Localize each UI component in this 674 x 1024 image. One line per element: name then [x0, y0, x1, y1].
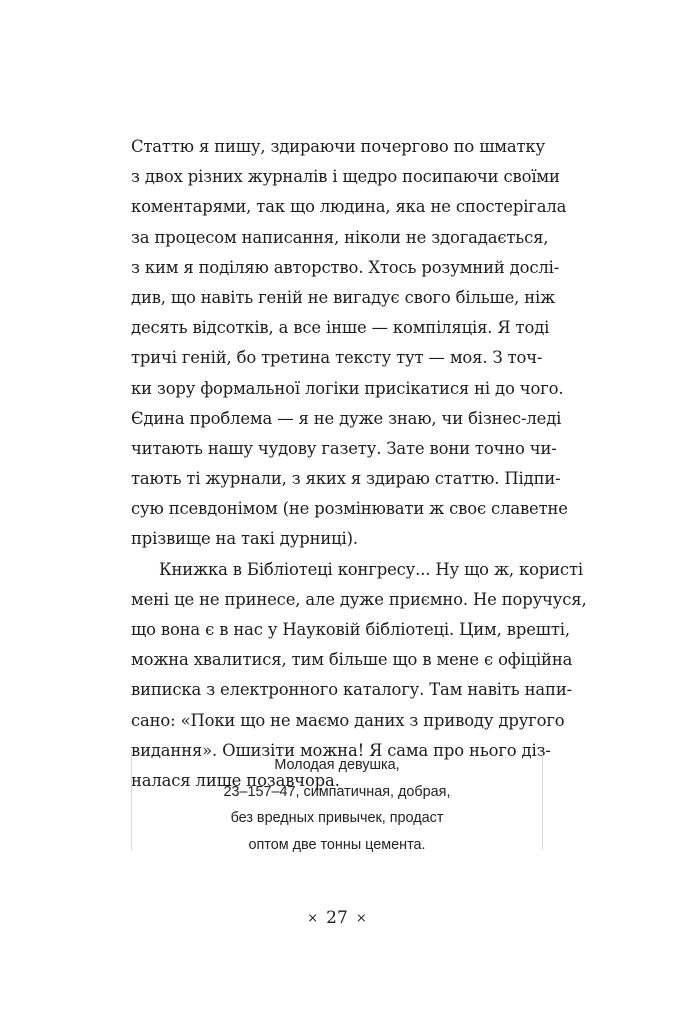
page-number: 27 — [326, 908, 348, 928]
text-line: тричі геній, бо третина тексту тут — моя. З точ- — [131, 348, 543, 368]
text-line: читають нашу чудову газету. Зате вони точно чи- — [131, 438, 557, 458]
classified-ad-box — [131, 752, 543, 853]
ad-line: без вредных привычек, продаст — [230, 810, 444, 827]
text-line: з двох різних журналів і щедро посипаючи своїми — [131, 167, 560, 187]
ornament-right-icon: × — [355, 911, 367, 926]
text-line: Статтю я пишу, здираючи почергово по шматку — [131, 137, 546, 156]
ornament-left-icon: × — [307, 911, 319, 926]
text-line: видання». Ошизіти можна! Я сама про нього діз- — [131, 740, 551, 760]
text-line: мені це не принесе, але дуже приємно. Не поручуся, — [131, 589, 587, 609]
text-line: з ким я поділяю авторство. Хтось розумний дослі- — [131, 257, 560, 277]
text-line: прізвище на такі дурниці). — [131, 529, 358, 549]
text-line: Єдина проблема — я не дуже знаю, чи бізнес-леді — [131, 408, 562, 428]
text-line: Книжка в Бібліотеці конгресу... Ну що ж, користі — [159, 559, 583, 579]
page-number-footer — [0, 908, 674, 928]
text-line: що вона є в нас у Науковій бібліотеці. Цим, врешті, — [131, 620, 570, 639]
text-line: десять відсотків, а все інше — компіляція. Я тоді — [131, 318, 550, 338]
ad-line: Молодая девушка, — [274, 757, 400, 773]
ad-line: оптом две тонны цемента. — [248, 836, 426, 853]
text-line: можна хвалитися, тим більше що в мене є офіційна — [131, 650, 573, 670]
text-line: див, що навіть геній не вигадує свого більше, ніж — [131, 287, 556, 307]
ad-line: 23–157–47, симпатичная, добрая, — [223, 783, 451, 800]
body-text — [131, 132, 587, 796]
text-line: виписка з електронного каталогу. Там навіть напи- — [131, 680, 572, 700]
text-line: налася лише позавчора. — [131, 770, 340, 790]
text-line: тають ті журнали, з яких я здираю статтю. Підпи- — [131, 469, 561, 489]
text-line: коментарями, так що людина, яка не спостерігала — [131, 197, 567, 217]
text-line: сано: «Поки що не маємо даних з приводу другого — [131, 710, 565, 730]
text-line: сую псевдонімом (не розмінювати ж своє славетне — [131, 499, 568, 519]
text-line: за процесом написання, ніколи не здогадається, — [131, 227, 549, 247]
text-line: ки зору формальної логіки присікатися ні до чого. — [131, 378, 564, 398]
